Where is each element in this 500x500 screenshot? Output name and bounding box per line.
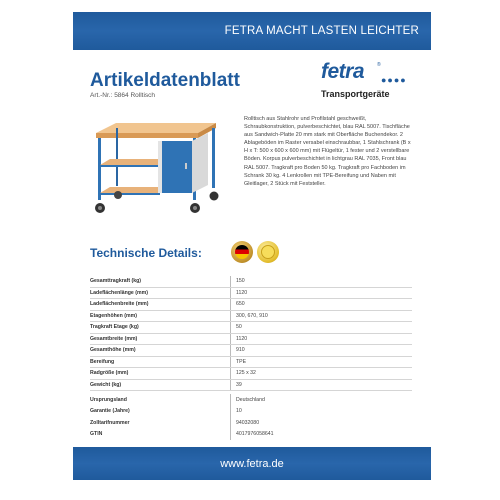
spec-row (90, 276, 412, 288)
spec-label: GTIN (90, 431, 103, 438)
product-image-rolling-table (88, 113, 223, 218)
spec-row (90, 299, 412, 311)
specs-table (90, 276, 412, 440)
tabletop-surface (96, 123, 216, 133)
document-title: Artikeldatenblatt (90, 70, 240, 91)
logo-registered-mark: ® (377, 62, 381, 68)
footer-banner (73, 447, 431, 480)
spec-label: Radgröße (mm) (90, 370, 129, 377)
cabinet-handle (185, 163, 187, 169)
spec-label: Ladeflächenlänge (mm) (90, 289, 148, 296)
spec-value: 94032080 (230, 417, 412, 429)
spec-row (90, 345, 412, 357)
spec-label: Tragkraft Etage (kg) (90, 324, 139, 331)
spec-row (90, 429, 412, 441)
tabletop-edge (96, 133, 198, 138)
spec-value: 300, 670, 910 (230, 311, 412, 322)
logo-subbrand: Transportgeräte (321, 89, 390, 99)
spec-row (90, 417, 412, 429)
spec-row (90, 380, 412, 392)
spec-value: Deutschland (230, 394, 412, 406)
spec-value: TPE (230, 357, 412, 368)
spec-label: Garantie (Jahre) (90, 408, 130, 415)
header-banner (73, 12, 431, 50)
spec-row (90, 406, 412, 418)
spec-label: Gewicht (kg) (90, 381, 122, 388)
spec-row (90, 368, 412, 380)
spec-value: 150 (230, 276, 412, 287)
article-number: Art.-Nr.: 5864 Rolltisch (90, 92, 156, 99)
spec-value: 39 (230, 380, 412, 391)
technical-details-heading: Technische Details: (90, 246, 202, 260)
spec-row (90, 288, 412, 300)
product-description: Rolltisch aus Stahlrohr und Profilstahl geschweißt, Schraubkonstruktion, pulverbeschichtet, blau RAL 5007. Tischfläche aus Sandwich-Platte 20 mm stark mit Oberfläche Buchendekor. 2 Ablageböden im Raster versabel einschraubbar, 1 Stahlschrank (B x H x T: 500 x 600 x 600 mm) mit Flügeltür, 1 fester und 2 verstellbare Böden. Korpus pulverbeschichtet in lichtgrau RAL 7035, Front blau RAL 5007. Tragkraft pro Boden 50 kg. Tragkraft pro Fachboden im Schrank 30 kg. 4 Lenkrollen mit TPE-Bereifung und Naben mit Gleitlager, 2 Stück mit Feststeller. (244, 116, 411, 187)
wheel-back-left (114, 191, 122, 199)
spec-row (90, 311, 412, 323)
spec-value: 125 x 32 (230, 368, 412, 379)
spec-value: 1120 (230, 288, 412, 299)
spec-label: Ladeflächenbreite (mm) (90, 301, 149, 308)
spec-label: Ursprungsland (90, 396, 127, 403)
spec-value: 50 (230, 322, 412, 333)
wheel-back-right (210, 192, 219, 201)
spec-label: Gesamthöhe (mm) (90, 347, 136, 354)
spec-label: Gesamtbreite (mm) (90, 335, 138, 342)
logo-dots: ●●●● (381, 75, 407, 85)
spec-row (90, 394, 412, 406)
spec-value: 4017976058641 (230, 429, 412, 441)
spec-row (90, 334, 412, 346)
spec-value: 910 (230, 345, 412, 356)
header-slogan: FETRA MACHT LASTEN LEICHTER (224, 25, 419, 37)
spec-row (90, 322, 412, 334)
spec-label: Zolltarifnummer (90, 419, 130, 426)
spec-value: 1120 (230, 334, 412, 345)
spec-row (90, 357, 412, 369)
cabinet-side (192, 133, 208, 193)
warranty-badge-icon (257, 241, 279, 263)
logo-wordmark: fetra (321, 60, 365, 83)
spec-label: Gesamttragkraft (kg) (90, 278, 142, 285)
made-in-germany-badge-icon (231, 241, 253, 263)
spec-value: 650 (230, 299, 412, 310)
footer-url: www.fetra.de (220, 457, 284, 470)
spec-value: 10 (230, 406, 412, 418)
spec-label: Bereifung (90, 358, 115, 365)
spec-label: Etagenhöhen (mm) (90, 312, 137, 319)
